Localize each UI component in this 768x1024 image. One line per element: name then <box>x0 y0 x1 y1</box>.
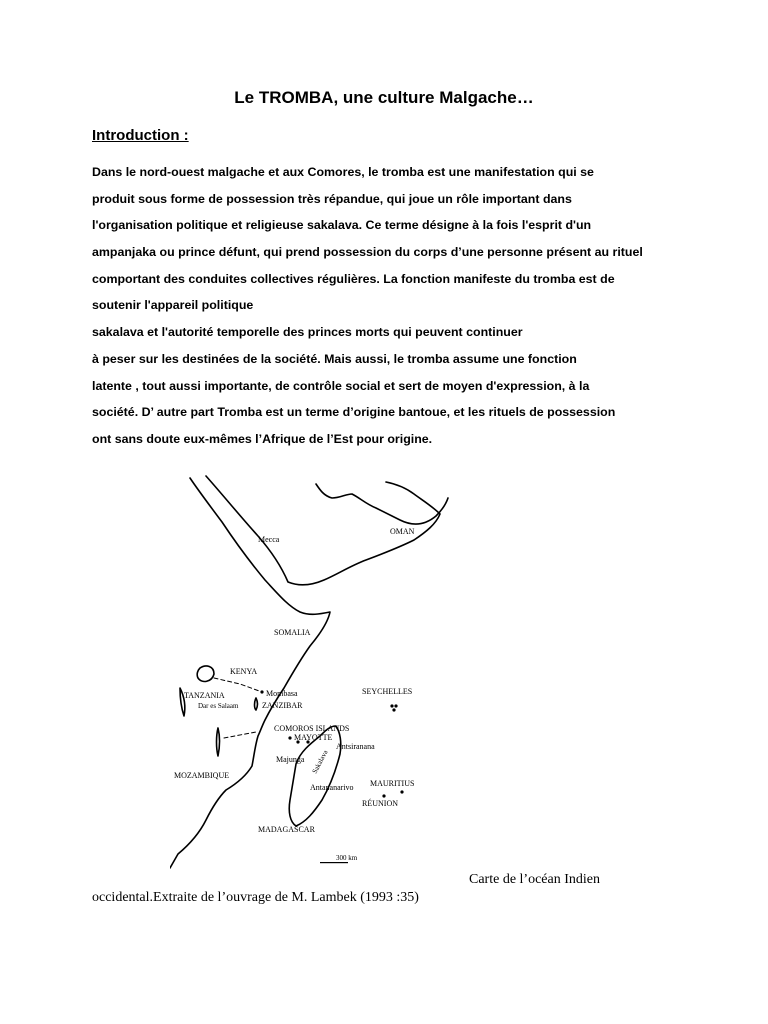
map-label-mozambique: MOZAMBIQUE <box>174 771 230 780</box>
map-label-seychelles: SEYCHELLES <box>362 687 413 696</box>
map-label-oman: OMAN <box>390 527 415 536</box>
reunion-marker <box>382 794 385 797</box>
paragraph-line: l'organisation politique et religieuse sakalava. Ce terme désigne à la fois l'esprit d'un <box>92 218 592 233</box>
document-title: Le TROMBA, une culture Malgache… <box>234 88 534 107</box>
paragraph-line: latente , tout aussi importante, de contrôle social et sert de moyen d'expression, à la <box>92 378 590 393</box>
paragraph-line: société. D’ autre part Tromba est un terme d’origine bantoue, et les rituels de possession <box>92 405 616 420</box>
map-label-mecca: Mecca <box>258 535 280 544</box>
paragraph-line: produit sous forme de possession très répandue, qui joue un rôle important dans <box>92 191 572 206</box>
introduction-paragraph <box>92 159 732 453</box>
mombasa-marker <box>260 690 263 693</box>
seychelles-marker <box>390 704 393 707</box>
paragraph-line: ampanjaka ou prince défunt, qui prend possession du corps d’une personne présent au rituel <box>92 245 643 260</box>
paragraph-line: comportant des conduites collectives régulières. La fonction manifeste du tromba est de <box>92 271 615 286</box>
map-caption-line2: occidental.Extraite de l’ouvrage de M. Lambek (1993 :35) <box>92 890 419 905</box>
map-caption-line1: Carte de l’océan Indien <box>469 872 600 887</box>
map-label-sakalava: Sakalava <box>310 748 330 775</box>
map-label-kenya: KENYA <box>230 667 258 676</box>
map-label-majunga: Majunga <box>276 755 305 764</box>
map-label-antananarivo: Antananarivo <box>310 783 354 792</box>
map-label-scale: 300 km <box>336 854 358 862</box>
seychelles-marker <box>394 704 397 707</box>
map-label-somalia: SOMALIA <box>274 628 311 637</box>
paragraph-line: soutenir l'appareil politique <box>92 298 254 313</box>
zanzibar-island <box>255 698 258 710</box>
map-label-dar-es-salaam: Dar es Salaam <box>198 702 239 710</box>
comoros-marker <box>288 736 291 739</box>
border-line <box>214 678 262 692</box>
lake-victoria <box>197 666 214 681</box>
mauritius-marker <box>400 790 403 793</box>
map-label-mauritius: MAURITIUS <box>370 779 415 788</box>
paragraph-line: Dans le nord-ouest malgache et aux Comores, le tromba est une manifestation qui se <box>92 165 594 179</box>
map-label-zanzibar: ZANZIBAR <box>262 701 303 710</box>
map-label-comoros: COMOROS ISLANDS <box>274 724 350 733</box>
introduction-heading: Introduction : <box>92 127 189 144</box>
paragraph-line: ont sans doute eux-mêmes l’Afrique de l’Est pour origine. <box>92 431 433 446</box>
map-label-antsiranana: Antsiranana <box>336 742 375 751</box>
indian-ocean-map <box>170 470 450 870</box>
lake-malawi <box>217 728 220 756</box>
paragraph-line: sakalava et l'autorité temporelle des princes morts qui peuvent continuer <box>92 325 523 340</box>
map-label-mayotte: MAYOTTE <box>294 733 333 742</box>
seychelles-marker <box>392 708 395 711</box>
scale-bar <box>320 862 348 863</box>
map-label-mombasa: Mombasa <box>266 689 298 698</box>
map-label-tanzania: TANZANIA <box>184 691 225 700</box>
map-label-madagascar: MADAGASCAR <box>258 825 315 834</box>
map-label-reunion: RÉUNION <box>362 799 398 808</box>
paragraph-line: à peser sur les destinées de la société. Mais aussi, le tromba assume une fonction <box>92 351 577 366</box>
border-line <box>224 732 256 738</box>
